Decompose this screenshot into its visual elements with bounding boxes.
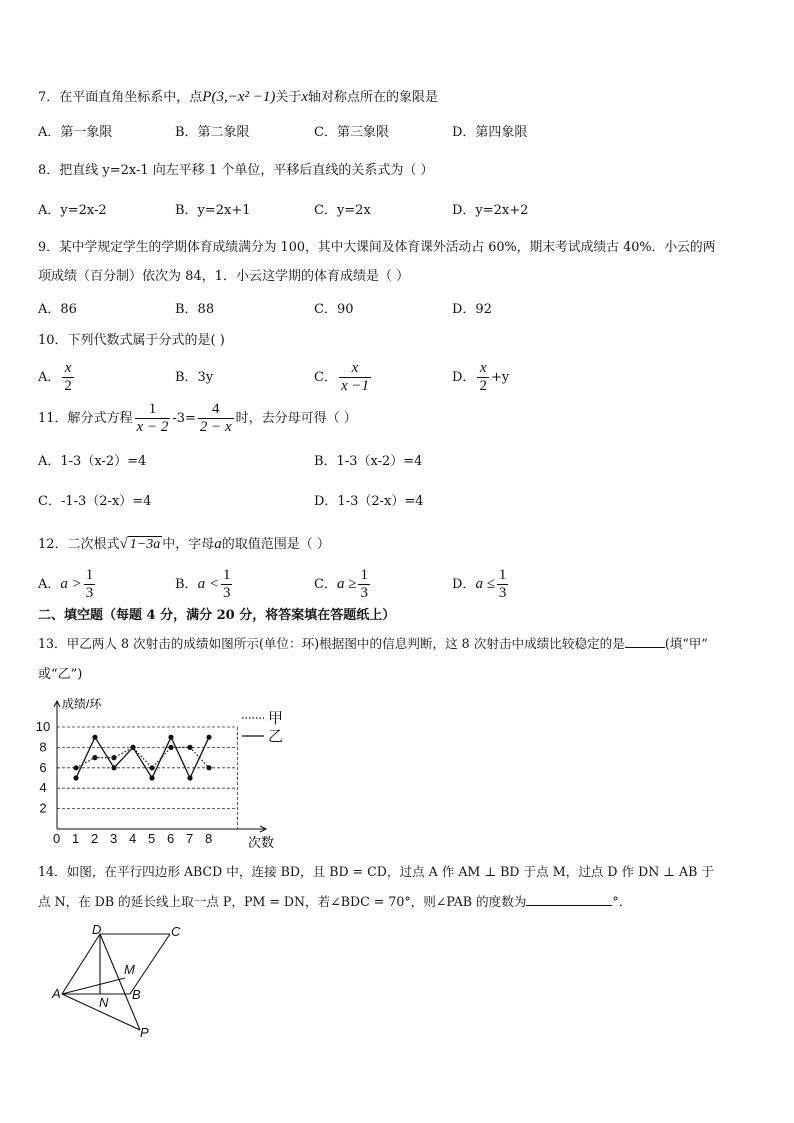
label-c: C: [171, 924, 181, 939]
question-13-stem-line2: 或“乙”): [38, 667, 83, 682]
question-11-stem: [38, 401, 357, 436]
data-point-yi-1: [73, 775, 78, 780]
label-b: B: [132, 987, 141, 1002]
q11-option-b[interactable]: B．1-3（x-2）=4: [314, 454, 423, 469]
fraction: [358, 567, 370, 602]
q7-option-d[interactable]: D．第四象限: [452, 125, 528, 140]
chart-tick-labels: [36, 719, 212, 846]
q10-option-c[interactable]: [314, 360, 373, 395]
numerator: 1: [360, 567, 368, 583]
numerator: 1: [135, 401, 171, 419]
x-tick-label-5: 5: [148, 831, 156, 846]
denominator: 3: [222, 585, 231, 601]
option-label: C．: [314, 577, 337, 592]
q12-prefix: 12．二次根式: [38, 537, 120, 552]
x-tick-label-1: 1: [72, 831, 80, 846]
q7-number: 7．: [38, 90, 60, 105]
relation: a >: [60, 576, 82, 592]
question-9-stem-line1: 9．某中学规定学生的学期体育成绩满分为 100，其中大课间及体育课外活动占 60%，期末考试成绩古 40%．小云的两: [38, 240, 716, 255]
legend-label-jia: 甲: [268, 710, 284, 727]
q9-option-d[interactable]: D．92: [452, 302, 492, 317]
denominator: 2: [64, 378, 72, 394]
option-label: B．: [175, 577, 198, 592]
data-point-jia-7: [187, 745, 192, 750]
label-m: M: [124, 962, 135, 977]
q9-option-a[interactable]: A．86: [38, 302, 77, 317]
option-label: A．: [38, 577, 61, 592]
denominator: 2 − x: [199, 419, 232, 435]
y-tick-label-4: 4: [39, 780, 47, 796]
fraction: [221, 567, 233, 602]
q7-option-b[interactable]: B．第二象限: [175, 125, 250, 140]
answer-blank[interactable]: [526, 905, 612, 906]
q8-option-b[interactable]: B．y=2x+1: [175, 203, 251, 218]
radicand: 1−3a: [129, 537, 161, 552]
label-n: N: [99, 995, 109, 1010]
numerator: 4: [198, 401, 234, 419]
chart-axes: [54, 701, 266, 832]
x-tick-label-7: 7: [186, 831, 194, 846]
denominator: x −1: [340, 378, 369, 394]
q7-point: P(3,−x² −1): [202, 89, 276, 105]
q12-option-d[interactable]: [452, 567, 510, 602]
option-tail: +y: [490, 370, 510, 385]
x-tick-label-8: 8: [205, 831, 213, 846]
q8-option-d[interactable]: D．y=2x+2: [452, 203, 529, 218]
question-7-stem: [38, 88, 438, 107]
q11-prefix: 11．解分式方程: [38, 411, 133, 426]
option-label: D．: [452, 577, 476, 592]
data-point-yi-6: [168, 735, 173, 740]
q14-text: 点 N，在 DB 的延长线上取一点 P，PM = DN，若∠BDC = 70°，则∠PAB 的度数为: [38, 894, 527, 909]
segment-am: [62, 978, 125, 994]
segment-dp: [100, 934, 140, 1030]
data-point-yi-2: [92, 735, 97, 740]
denominator: 2: [479, 378, 487, 394]
q12-option-a[interactable]: [38, 567, 97, 602]
y-tick-label-2: 2: [39, 800, 47, 816]
q7-option-a[interactable]: A．第一象限: [38, 125, 113, 140]
q9-option-b[interactable]: B．88: [175, 302, 215, 317]
q11-option-a[interactable]: A．1-3（x-2）=4: [38, 454, 147, 469]
q7-text-b: 关于: [275, 90, 302, 105]
q11-mid: -3=: [172, 411, 196, 426]
x-tick-label-0: 0: [53, 831, 61, 846]
data-point-jia-8: [206, 765, 211, 770]
denominator: 3: [360, 585, 368, 601]
q13-line-chart: [35, 690, 300, 855]
numerator: x: [339, 360, 371, 378]
x-tick-label-2: 2: [91, 831, 99, 846]
data-point-yi-8: [206, 735, 211, 740]
x-tick-label-3: 3: [110, 831, 118, 846]
data-point-jia-5: [149, 765, 154, 770]
q12-suffix: 的取值范围是（ ）: [221, 537, 330, 552]
question-9-stem-line2: 项成绩（百分制）依次为 84，1．小云这学期的体育成绩是（ ）: [38, 269, 410, 284]
q11-option-c[interactable]: C．-1-3（2-x）=4: [38, 494, 152, 509]
q14-geometry-figure: [50, 922, 200, 1042]
x-tick-label-6: 6: [167, 831, 175, 846]
relation: a <: [197, 576, 219, 592]
data-point-yi-7: [187, 775, 192, 780]
q12-option-b[interactable]: [175, 567, 234, 602]
q14-tail: °．: [612, 894, 632, 909]
fraction: [62, 360, 74, 395]
q9-option-c[interactable]: C．90: [314, 302, 354, 317]
numerator: 1: [222, 567, 231, 583]
question-8-stem: 8．把直线 y=2x-1 向左平移 1 个单位，平移后直线的关系式为（ ）: [38, 163, 434, 178]
data-point-jia-3: [111, 755, 116, 760]
q8-option-a[interactable]: A．y=2x-2: [38, 203, 107, 218]
q13-text: 13．甲乙两人 8 次射击的成绩如图所示(单位：环)根据图中的信息判断，这 8 次射击中成绩比较稳定的是: [38, 636, 625, 651]
fraction: [135, 401, 171, 436]
option-label: C．: [314, 370, 337, 385]
data-point-yi-3: [111, 765, 116, 770]
data-point-jia-1: [73, 765, 78, 770]
q11-option-d[interactable]: D．1-3（2-x）=4: [314, 494, 424, 509]
question-13-stem-line1: [38, 635, 708, 653]
denominator: x − 2: [136, 419, 169, 435]
q7-text-c: 轴对称点所在的象限是: [308, 90, 439, 105]
y-axis-label: 成绩/环: [62, 697, 102, 711]
data-point-jia-6: [168, 745, 173, 750]
q10-option-d[interactable]: [452, 360, 509, 395]
chart-grid: [57, 727, 238, 829]
chart-series: [73, 735, 211, 781]
data-point-jia-2: [92, 755, 97, 760]
option-label: A．: [38, 370, 61, 385]
q12-option-c[interactable]: [314, 567, 372, 602]
numerator: x: [62, 360, 74, 378]
q10-option-b[interactable]: B．3y: [175, 370, 214, 385]
y-tick-label-8: 8: [39, 739, 47, 755]
fraction: [477, 360, 489, 395]
fraction: [84, 567, 96, 602]
y-tick-label-6: 6: [39, 759, 47, 775]
q8-option-c[interactable]: C．y=2x: [314, 203, 371, 218]
question-14-stem-line1: 14．如图，在平行四边形 ABCD 中，连接 BD，且 BD = CD，过点 A 作 AM ⊥ BD 于点 M，过点 D 作 DN ⊥ AB 于: [38, 864, 715, 879]
q7-option-c[interactable]: C．第三象限: [314, 125, 389, 140]
q11-suffix: 时，去分母可得（ ）: [235, 411, 357, 426]
question-12-stem: [38, 535, 330, 554]
relation: a ≤: [475, 576, 495, 592]
q10-option-a[interactable]: [38, 360, 76, 395]
q12-var: a: [214, 536, 222, 552]
question-10-stem: 10．下列代数式属于分式的是( ): [38, 333, 225, 348]
section-heading: 二、填空题（每题 4 分，满分 20 分，将答案填在答题纸上）: [38, 608, 396, 623]
q7-text-a: 在平面直角坐标系中，点: [59, 90, 203, 105]
x-tick-label-4: 4: [129, 831, 137, 846]
segment-ad: [62, 934, 100, 994]
y-tick-label-10: 10: [35, 719, 51, 734]
numerator: 1: [85, 567, 94, 583]
q12-mid: 中，字母: [162, 537, 215, 552]
chart-legend: [242, 710, 283, 745]
label-d: D: [92, 922, 102, 937]
radical-sign: √: [119, 536, 128, 552]
numerator: x: [477, 360, 489, 378]
fraction: [497, 567, 509, 602]
data-point-yi-5: [149, 775, 154, 780]
denominator: 3: [498, 585, 507, 601]
data-point-yi-4: [130, 745, 135, 750]
numerator: 1: [498, 567, 507, 583]
label-p: P: [140, 1025, 149, 1040]
relation: a ≥: [336, 576, 357, 592]
fraction: [339, 360, 371, 395]
label-a: A: [52, 986, 61, 1001]
option-label: D．: [452, 370, 476, 385]
q7-axis: x: [301, 89, 309, 105]
segment-cb: [130, 934, 170, 994]
x-axis-label: 次数: [248, 835, 275, 850]
answer-blank[interactable]: [625, 647, 665, 648]
q13-tail: (填“甲”: [664, 636, 708, 651]
question-14-stem-line2: [38, 893, 631, 911]
fraction: [198, 401, 234, 436]
legend-label-yi: 乙: [268, 728, 284, 745]
denominator: 3: [85, 585, 94, 601]
